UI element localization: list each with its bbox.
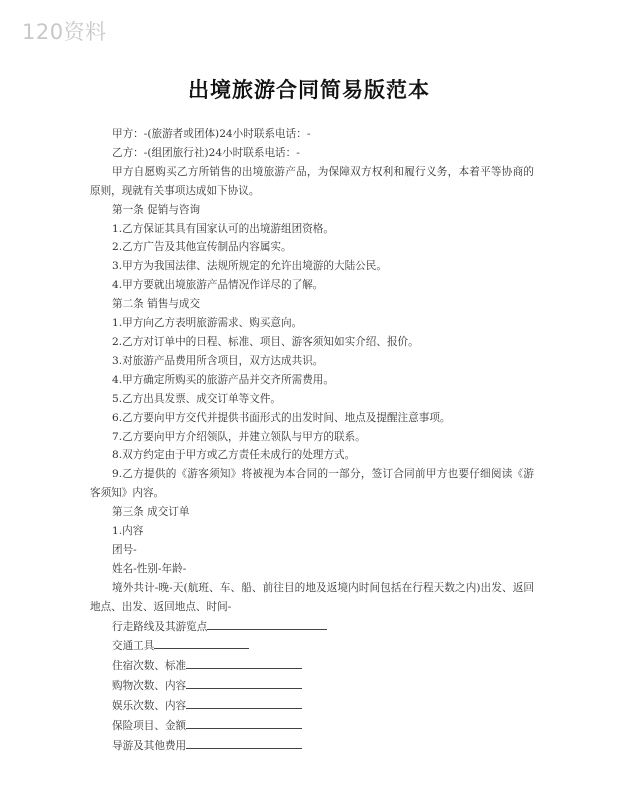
- party-a-line: 甲方：-(旅游者或团体)24小时联系电话：-: [112, 128, 311, 140]
- form-field-row: [90, 636, 534, 656]
- article-2-item: 1.甲方向乙方表明旅游需求、购买意向。: [112, 317, 303, 330]
- article-3-subheading: 1.内容: [112, 525, 144, 538]
- party-b-line: 乙方：-(组团旅行社)24小时联系电话：-: [112, 146, 300, 159]
- fill-in-line[interactable]: [154, 636, 249, 649]
- article-1-item: 2.乙方广告及其他宣传制品内容属实。: [112, 241, 292, 254]
- article-2-item: 8.双方约定由于甲方或乙方责任未成行的处理方式。: [112, 449, 356, 462]
- article-2-heading: 第二条 销售与成交: [112, 298, 201, 311]
- form-field-label: 购物次数、内容: [112, 680, 187, 693]
- document-body: [90, 125, 534, 756]
- article-2-item: 6.乙方要向甲方交代并提供书面形式的出发时间、地点及提醒注意事项。: [112, 411, 451, 424]
- article-1-heading: 第一条 促销与咨询: [112, 203, 201, 216]
- article-1-item: 3.甲方为我国法律、法规所规定的允许出境游的大陆公民。: [112, 260, 387, 273]
- fill-in-line[interactable]: [186, 656, 302, 669]
- fill-in-line[interactable]: [207, 617, 327, 630]
- article-2-item: 4.甲方确定所购买的旅游产品并交齐所需费用。: [112, 373, 334, 386]
- article-2-item: 9.乙方提供的《游客须知》将被视为本合同的一部分，签订合同前甲方也要仔细阅读《游客须知》内容。: [90, 468, 534, 500]
- form-field-row: [90, 716, 534, 736]
- article-3-heading: 第三条 成交订单: [112, 506, 190, 519]
- form-field-row: [90, 617, 534, 637]
- fill-in-line[interactable]: [186, 716, 302, 729]
- article-2-item: 2.乙方对订单中的日程、标准、项目、游客须知如实介绍、报价。: [112, 335, 419, 348]
- form-field-label: 行走路线及其游览点: [112, 620, 208, 633]
- fill-in-line[interactable]: [186, 676, 302, 689]
- intro-paragraph: 甲方自愿购买乙方所销售的出境旅游产品，为保障双方权利和履行义务，本着平等协商的原则，现就有关事项达成如下协议。: [90, 165, 534, 197]
- form-field-label: 导游及其他费用: [112, 740, 187, 752]
- watermark-logo: 120资料: [22, 20, 107, 44]
- itinerary-paragraph: 境外共计-晚-天(航班、车、船、前往目的地及返境内时间包括在行程天数之内)出发、返回地点、出发、返回地点、时间-: [90, 581, 534, 613]
- fill-in-line[interactable]: [186, 696, 302, 709]
- article-1-item: 1.乙方保证其具有国家认可的出境游组团资格。: [112, 222, 334, 235]
- form-field-label: 交通工具: [112, 640, 155, 653]
- form-field-label: 保险项目、金额: [112, 720, 187, 733]
- article-2-item: 3.对旅游产品费用所含项目，双方达成共识。: [112, 354, 324, 367]
- document-title: 出境旅游合同简易版范本: [188, 78, 430, 102]
- form-field-row: [90, 736, 534, 756]
- form-field-row: [90, 696, 534, 716]
- fill-in-line[interactable]: [186, 736, 302, 749]
- article-2-item: 5.乙方出具发票、成交订单等文件。: [112, 392, 282, 405]
- form-field-row: [90, 656, 534, 676]
- article-1-item: 4.甲方要就出境旅游产品情况作详尽的了解。: [112, 279, 324, 292]
- form-field-label: 娱乐次数、内容: [112, 700, 187, 713]
- name-gender-age-line: 姓名-性别-年龄-: [112, 562, 187, 575]
- group-number-line: 团号-: [112, 543, 137, 556]
- form-field-row: [90, 676, 534, 696]
- form-field-label: 住宿次数、标准: [112, 660, 187, 673]
- article-2-item: 7.乙方要向甲方介绍领队，并建立领队与甲方的联系。: [112, 430, 366, 443]
